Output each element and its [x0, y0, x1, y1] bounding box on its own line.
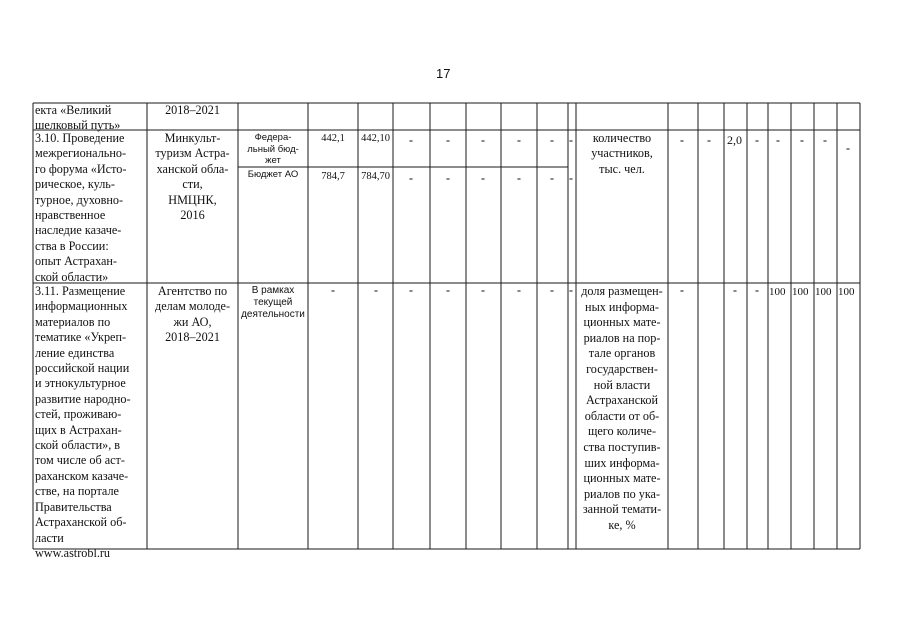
row-310-federal-total: 442,1: [321, 133, 345, 144]
row-310-regional-dash: -: [409, 171, 413, 185]
executor-line: туризм Астра-: [155, 146, 230, 161]
row-310-regional-dash: -: [517, 171, 521, 185]
name-line: и этнокультурное: [35, 376, 126, 391]
row-310-indicator-value: 2,0: [727, 133, 742, 147]
row-310-regional-dash: -: [446, 171, 450, 185]
indicator-line: государствен-: [586, 361, 658, 376]
executor-line: жи АО,: [173, 314, 212, 329]
row-310-federal-dash: -: [550, 133, 554, 147]
row-310-indicator-value: -: [707, 133, 711, 147]
name-line: 3.11. Размещение: [35, 284, 126, 298]
executor-line: Минкульт-: [164, 131, 221, 145]
name-line: ление единства: [35, 345, 115, 360]
name-line: го форума «Исто-: [35, 161, 127, 176]
indicator-line: доля размещен-: [581, 284, 663, 298]
source-line: жет: [265, 155, 281, 166]
name-line: щих в Астрахан-: [35, 422, 122, 437]
row-311-dash: -: [517, 283, 521, 297]
row-310-name: [35, 131, 147, 285]
indicator-line: тале органов: [588, 346, 656, 361]
row-310-federal-dash: -: [481, 133, 485, 147]
name-line: нравственное: [35, 208, 106, 223]
executor-line: 2018–2021: [165, 330, 220, 345]
indicator-line: ке, %: [608, 517, 636, 532]
source-line: текущей: [253, 297, 293, 308]
name-line: опыт Астрахан-: [35, 254, 117, 269]
row-311-indicator: [576, 284, 668, 534]
row-311-dash: -: [446, 283, 450, 297]
row-311-indicator-value: -: [755, 283, 759, 297]
indicator-line: ных информа-: [585, 299, 659, 314]
indicator-line: тыс. чел.: [599, 161, 645, 176]
indicator-line: области от об-: [584, 408, 660, 423]
name-line: Правительства: [35, 499, 112, 514]
indicator-line: риалов на пор-: [583, 330, 661, 345]
indicator-line: ших информа-: [584, 455, 660, 470]
row-311-dash: -: [331, 283, 335, 297]
name-line: ской области», в: [35, 438, 121, 453]
name-line: наследие казаче-: [35, 223, 122, 238]
name-line: стей, проживаю-: [35, 407, 122, 422]
source-line: Федера-: [254, 132, 292, 143]
page-number: 17: [436, 66, 451, 81]
indicator-line: участников,: [591, 146, 653, 161]
executor-line: НМЦНК,: [168, 192, 217, 207]
row-311-source: [238, 285, 308, 321]
executor-line: сти,: [182, 177, 203, 192]
row-311-indicator-value: 100: [838, 286, 855, 298]
name-line: Астраханской об-: [35, 515, 127, 530]
row-310-federal-dash: -: [446, 133, 450, 147]
row-310-indicator-value: -: [800, 133, 804, 147]
name-line: межрегионально-: [35, 146, 127, 161]
executor-line: 2016: [180, 208, 205, 223]
row-310-indicator-value: -: [846, 141, 850, 155]
row-311-dash: -: [550, 283, 554, 297]
indicator-line: ционных мате-: [583, 315, 661, 330]
indicator-line: ционных мате-: [583, 471, 661, 486]
row-310-indicator-value: -: [755, 133, 759, 147]
name-line: российской нации: [35, 361, 130, 376]
name-line: ства в России:: [35, 238, 109, 253]
row-310-federal-value: 442,10: [361, 133, 390, 144]
source-line: деятельности: [241, 309, 305, 320]
row-311-indicator-value: -: [680, 283, 684, 297]
source-line: В рамках: [251, 285, 295, 296]
name-line: тематике «Укреп-: [35, 330, 127, 345]
row-310-regional-dash: -: [569, 171, 573, 185]
row-310-federal-dash: -: [409, 133, 413, 147]
row-311-dash: -: [569, 283, 573, 297]
source-line: Бюджет АО: [247, 169, 299, 180]
row-310-regional-total: 784,7: [321, 171, 345, 182]
executor-line: Агентство по: [157, 284, 228, 298]
row-310-federal-dash: -: [569, 133, 573, 147]
row-310-regional-dash: -: [550, 171, 554, 185]
row-311-indicator-value: 100: [792, 286, 809, 298]
row-310-indicator: [576, 131, 668, 177]
executor-line: ханской обла-: [156, 161, 229, 176]
row-311-dash: -: [374, 283, 378, 297]
row-310-indicator-value: -: [823, 133, 827, 147]
row-310-federal-dash: -: [517, 133, 521, 147]
row-310-regional-value: 784,70: [361, 171, 390, 182]
name-line: турное, духовно-: [35, 192, 124, 207]
row-311-indicator-value: 100: [769, 286, 786, 298]
prev-row-name: [35, 103, 147, 134]
row-310-indicator-value: -: [776, 133, 780, 147]
name-line: www.astrobl.ru: [35, 545, 111, 560]
indicator-line: щего количе-: [587, 424, 657, 439]
row-311-dash: -: [481, 283, 485, 297]
row-311-indicator-value: -: [733, 283, 737, 297]
row-311-executor: [147, 284, 238, 346]
indicator-line: ства поступив-: [583, 439, 661, 454]
row-311-indicator-value: 100: [815, 286, 832, 298]
row-311-name: [35, 284, 147, 561]
source-line: льный бюд-: [247, 143, 299, 155]
name-line: раханском казаче-: [35, 468, 129, 483]
name-line: развитие народно-: [35, 391, 131, 406]
row-310-executor: [147, 131, 238, 223]
row-310-regional-dash: -: [481, 171, 485, 185]
executor-line: делам молоде-: [155, 299, 230, 314]
name-line: информационных: [35, 299, 128, 314]
row-310-indicator-value: -: [680, 133, 684, 147]
indicator-line: ной власти: [593, 377, 651, 392]
indicator-line: занной темати-: [582, 502, 662, 517]
name-line: екта «Великий: [35, 103, 112, 117]
indicator-line: Астраханской: [585, 393, 659, 408]
name-line: 3.10. Проведение: [35, 131, 125, 145]
indicator-line: количество: [592, 131, 652, 145]
name-line: ской области»: [35, 269, 109, 284]
name-line: том числе об аст-: [35, 453, 125, 468]
row-310-source-regional: [238, 169, 308, 181]
indicator-line: риалов по ука-: [583, 486, 661, 501]
name-line: рическое, куль-: [35, 177, 115, 192]
name-line: шелковый путь»: [35, 118, 121, 133]
name-line: ласти: [35, 530, 64, 545]
row-311-dash: -: [409, 283, 413, 297]
name-line: материалов по: [35, 314, 111, 329]
row-310-source-federal: [238, 132, 308, 167]
name-line: стве, на портале: [35, 484, 119, 499]
prev-row-period: 2018–2021: [165, 103, 220, 117]
